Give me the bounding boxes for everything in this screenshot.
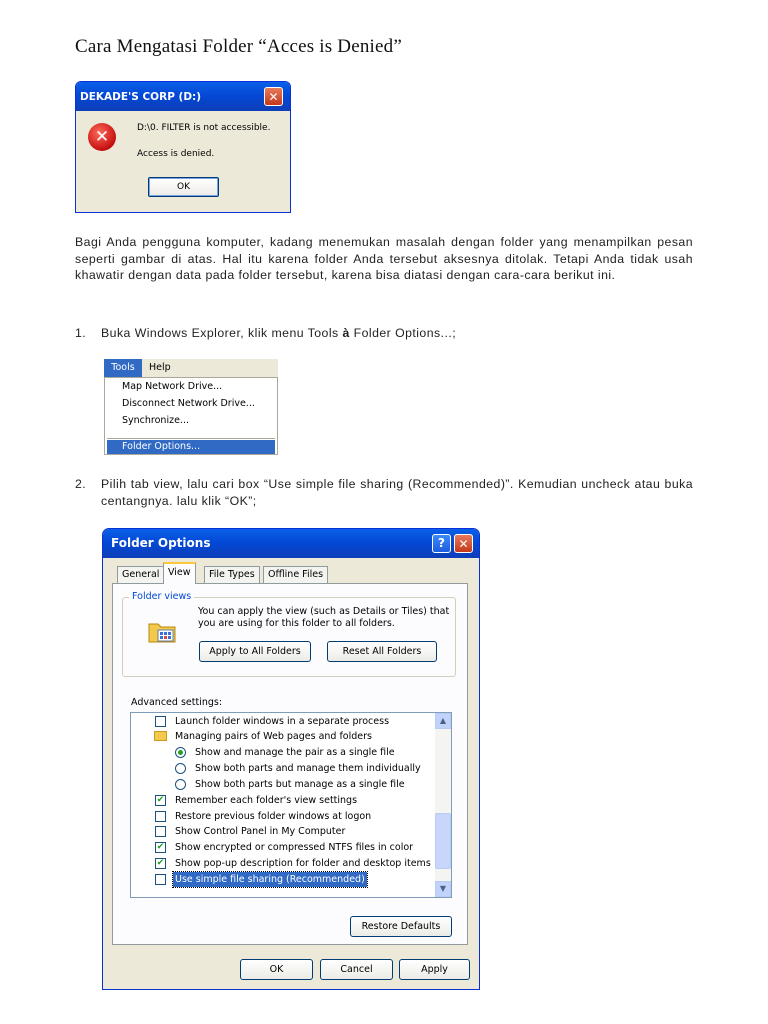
tab-view[interactable]: View (163, 562, 196, 584)
setting-label: Show pop-up description for folder and desktop items (175, 858, 431, 869)
radio-button[interactable] (175, 747, 186, 758)
error-message-path: D:\0. FILTER is not accessible. (137, 123, 271, 133)
menu-separator (107, 438, 275, 439)
intro-paragraph: Bagi Anda pengguna komputer, kadang menemukan masalah dengan folder yang menampilkan pesan seperti gambar di atas. Hal itu karena folder Anda tersebut aksesnya ditolak. Tetapi Anda tidak usah khawatir dengan data pada folder tersebut, karena bisa diatasi dengan cara-cara berikut ini. (75, 235, 693, 282)
checkbox-checked[interactable]: ✔ (156, 795, 165, 805)
close-icon[interactable]: ✕ (454, 534, 473, 553)
scroll-up-icon[interactable]: ▲ (435, 713, 451, 729)
setting-label: Show both parts and manage them individually (195, 763, 421, 774)
error-dialog-title: DEKADE'S CORP (D:) (80, 91, 202, 103)
error-dialog-titlebar (76, 82, 290, 111)
help-icon[interactable]: ? (432, 534, 451, 553)
apply-to-all-folders-button[interactable]: Apply to All Folders (199, 641, 311, 662)
folder-views-icon (147, 618, 177, 644)
folder-options-title: Folder Options (111, 536, 211, 550)
setting-remember-view[interactable] (131, 793, 431, 808)
setting-simple-file-sharing[interactable] (131, 872, 431, 887)
advanced-settings-list[interactable] (130, 712, 452, 898)
radio-button[interactable] (175, 779, 186, 790)
step-1-text-before: Buka Windows Explorer, klik menu Tools (101, 326, 343, 340)
step-2-number: 2. (75, 477, 87, 491)
checkbox[interactable] (155, 826, 166, 837)
setting-label: Remember each folder's view settings (175, 795, 358, 806)
setting-launch-separate-process[interactable] (131, 714, 431, 729)
tools-menu (104, 359, 278, 455)
checkbox-checked[interactable]: ✔ (156, 842, 165, 852)
menu-item-disconnect-network-drive[interactable]: Disconnect Network Drive... (122, 398, 255, 409)
setting-label: Launch folder windows in a separate process (175, 716, 390, 727)
setting-show-control-panel[interactable] (131, 824, 431, 839)
cancel-button[interactable]: Cancel (320, 959, 393, 980)
setting-show-both-single[interactable] (131, 777, 431, 792)
folder-views-label: Folder views (129, 591, 194, 602)
folder-icon (154, 731, 167, 741)
tab-offline-files[interactable]: Offline Files (263, 566, 328, 583)
setting-managing-pairs (131, 729, 431, 744)
tab-file-types[interactable]: File Types (204, 566, 260, 583)
setting-label: Restore previous folder windows at logon (175, 811, 372, 822)
scroll-thumb[interactable] (435, 813, 451, 869)
menu-item-map-network-drive[interactable]: Map Network Drive... (122, 381, 223, 392)
checkbox[interactable] (155, 874, 166, 885)
checkbox[interactable] (155, 811, 166, 822)
menu-item-synchronize[interactable]: Synchronize... (122, 415, 189, 426)
step-1-text-after: Folder Options...; (349, 326, 457, 340)
step-2 (75, 476, 693, 510)
radio-button[interactable] (175, 763, 186, 774)
menu-bar (104, 359, 278, 377)
setting-label: Show encrypted or compressed NTFS files in color (175, 842, 414, 853)
setting-label-selected: Use simple file sharing (Recommended) (175, 874, 365, 885)
page-title: Cara Mengatasi Folder “Acces is Denied” (75, 36, 402, 57)
checkbox[interactable] (155, 716, 166, 727)
setting-show-both-individually[interactable] (131, 761, 431, 776)
setting-label: Show Control Panel in My Computer (175, 826, 346, 837)
ok-button[interactable]: OK (240, 959, 313, 980)
advanced-settings-label: Advanced settings: (131, 697, 223, 708)
error-message-denied: Access is denied. (137, 149, 215, 159)
step-1-number: 1. (75, 326, 87, 340)
close-icon[interactable]: ✕ (264, 87, 283, 106)
setting-popup-description[interactable] (131, 856, 431, 871)
step-1-text (101, 325, 693, 342)
step-1 (75, 325, 693, 342)
reset-all-folders-button[interactable]: Reset All Folders (327, 641, 437, 662)
folder-options-titlebar (103, 529, 479, 558)
restore-defaults-button[interactable]: Restore Defaults (350, 916, 452, 937)
folder-options-dialog (102, 528, 480, 990)
settings-scrollbar[interactable] (435, 713, 451, 897)
setting-label: Show both parts but manage as a single file (195, 779, 405, 790)
apply-button[interactable]: Apply (399, 959, 470, 980)
scroll-down-icon[interactable]: ▼ (435, 881, 451, 897)
error-icon: ✕ (88, 123, 116, 151)
setting-ntfs-color[interactable] (131, 840, 431, 855)
checkbox-checked[interactable]: ✔ (156, 858, 165, 868)
setting-restore-windows[interactable] (131, 809, 431, 824)
step-2-text: Pilih tab view, lalu cari box “Use simple file sharing (Recommended)”. Kemudian uncheck atau buka centangnya. lalu klik “OK”; (101, 477, 693, 508)
tools-dropdown (104, 377, 278, 455)
menu-help[interactable]: Help (149, 362, 171, 373)
tab-general[interactable]: General (117, 566, 164, 583)
setting-show-manage-single[interactable] (131, 745, 431, 760)
setting-label: Managing pairs of Web pages and folders (175, 731, 372, 742)
error-dialog (75, 81, 291, 213)
menu-tools[interactable]: Tools (104, 359, 142, 377)
ok-button[interactable]: OK (148, 177, 219, 197)
step-1-arrow: à (342, 326, 350, 340)
setting-label: Show and manage the pair as a single file (195, 747, 395, 758)
menu-item-folder-options[interactable]: Folder Options... (107, 440, 275, 454)
folder-views-description: You can apply the view (such as Details or Tiles) that you are using for this folder to all folders. (198, 606, 450, 629)
